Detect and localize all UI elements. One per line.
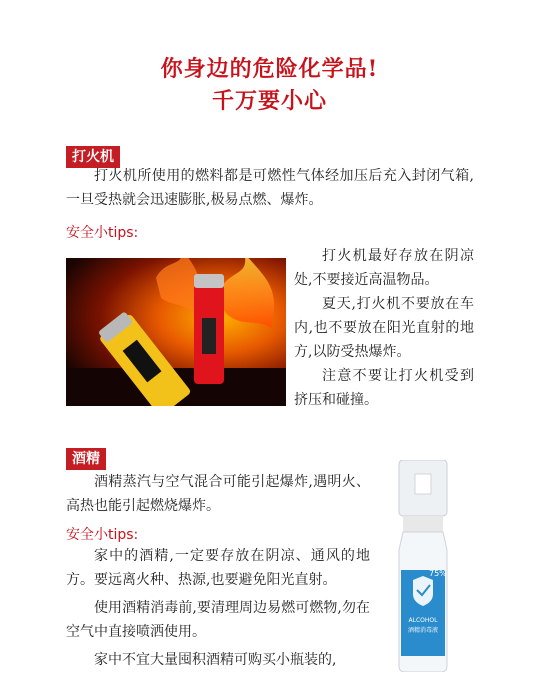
alcohol-bottle-image bbox=[395, 460, 451, 672]
alcohol-tip-1: 家中的酒精,一定要存放在阴凉、通风的地方。要远离火种、热源,也要避免阳光直射。 bbox=[66, 548, 370, 588]
bottle-illustration bbox=[395, 460, 451, 672]
lighter-photo bbox=[66, 258, 286, 406]
lighter-tip-1: 打火机最好存放在阴凉处,不要接近高温物品。 bbox=[294, 248, 474, 288]
lighter-tip-2: 夏天,打火机不要放在车内,也不要放在阳光直射的地方,以防受热爆炸。 bbox=[294, 296, 474, 360]
alcohol-intro: 酒精蒸汽与空气混合可能引起爆炸,遇明火、高热也能引起燃烧爆炸。 bbox=[66, 474, 370, 514]
lighter-intro: 打火机所使用的燃料都是可燃性气体经加压后充入封闭气箱,一旦受热就会迅速膨胀,极易点燃、爆炸。 bbox=[66, 168, 474, 208]
page-subtitle: 千万要小心 bbox=[211, 88, 327, 114]
bottle-name: 酒精消毒液 bbox=[407, 627, 439, 634]
section-tag-lighter: 打火机 bbox=[66, 146, 120, 168]
section-tag-alcohol: 酒精 bbox=[66, 448, 106, 470]
lighter-tips-label: 安全小tips: bbox=[66, 225, 139, 241]
bottle-percent: 75% bbox=[429, 569, 447, 578]
alcohol-tips-label: 安全小tips: bbox=[66, 527, 139, 543]
bottle-word: ALCOHOL bbox=[408, 617, 438, 624]
lighter-tip-3: 注意不要让打火机受到挤压和碰撞。 bbox=[294, 368, 474, 408]
alcohol-tip-3: 家中不宜大量囤积酒精可购买小瓶装的, bbox=[94, 652, 337, 668]
lighter-illustration bbox=[66, 258, 286, 406]
page-title: 你身边的危险化学品! bbox=[160, 56, 379, 82]
alcohol-tip-2: 使用酒精消毒前,要清理周边易燃可燃物,勿在空气中直接喷洒使用。 bbox=[66, 600, 370, 640]
